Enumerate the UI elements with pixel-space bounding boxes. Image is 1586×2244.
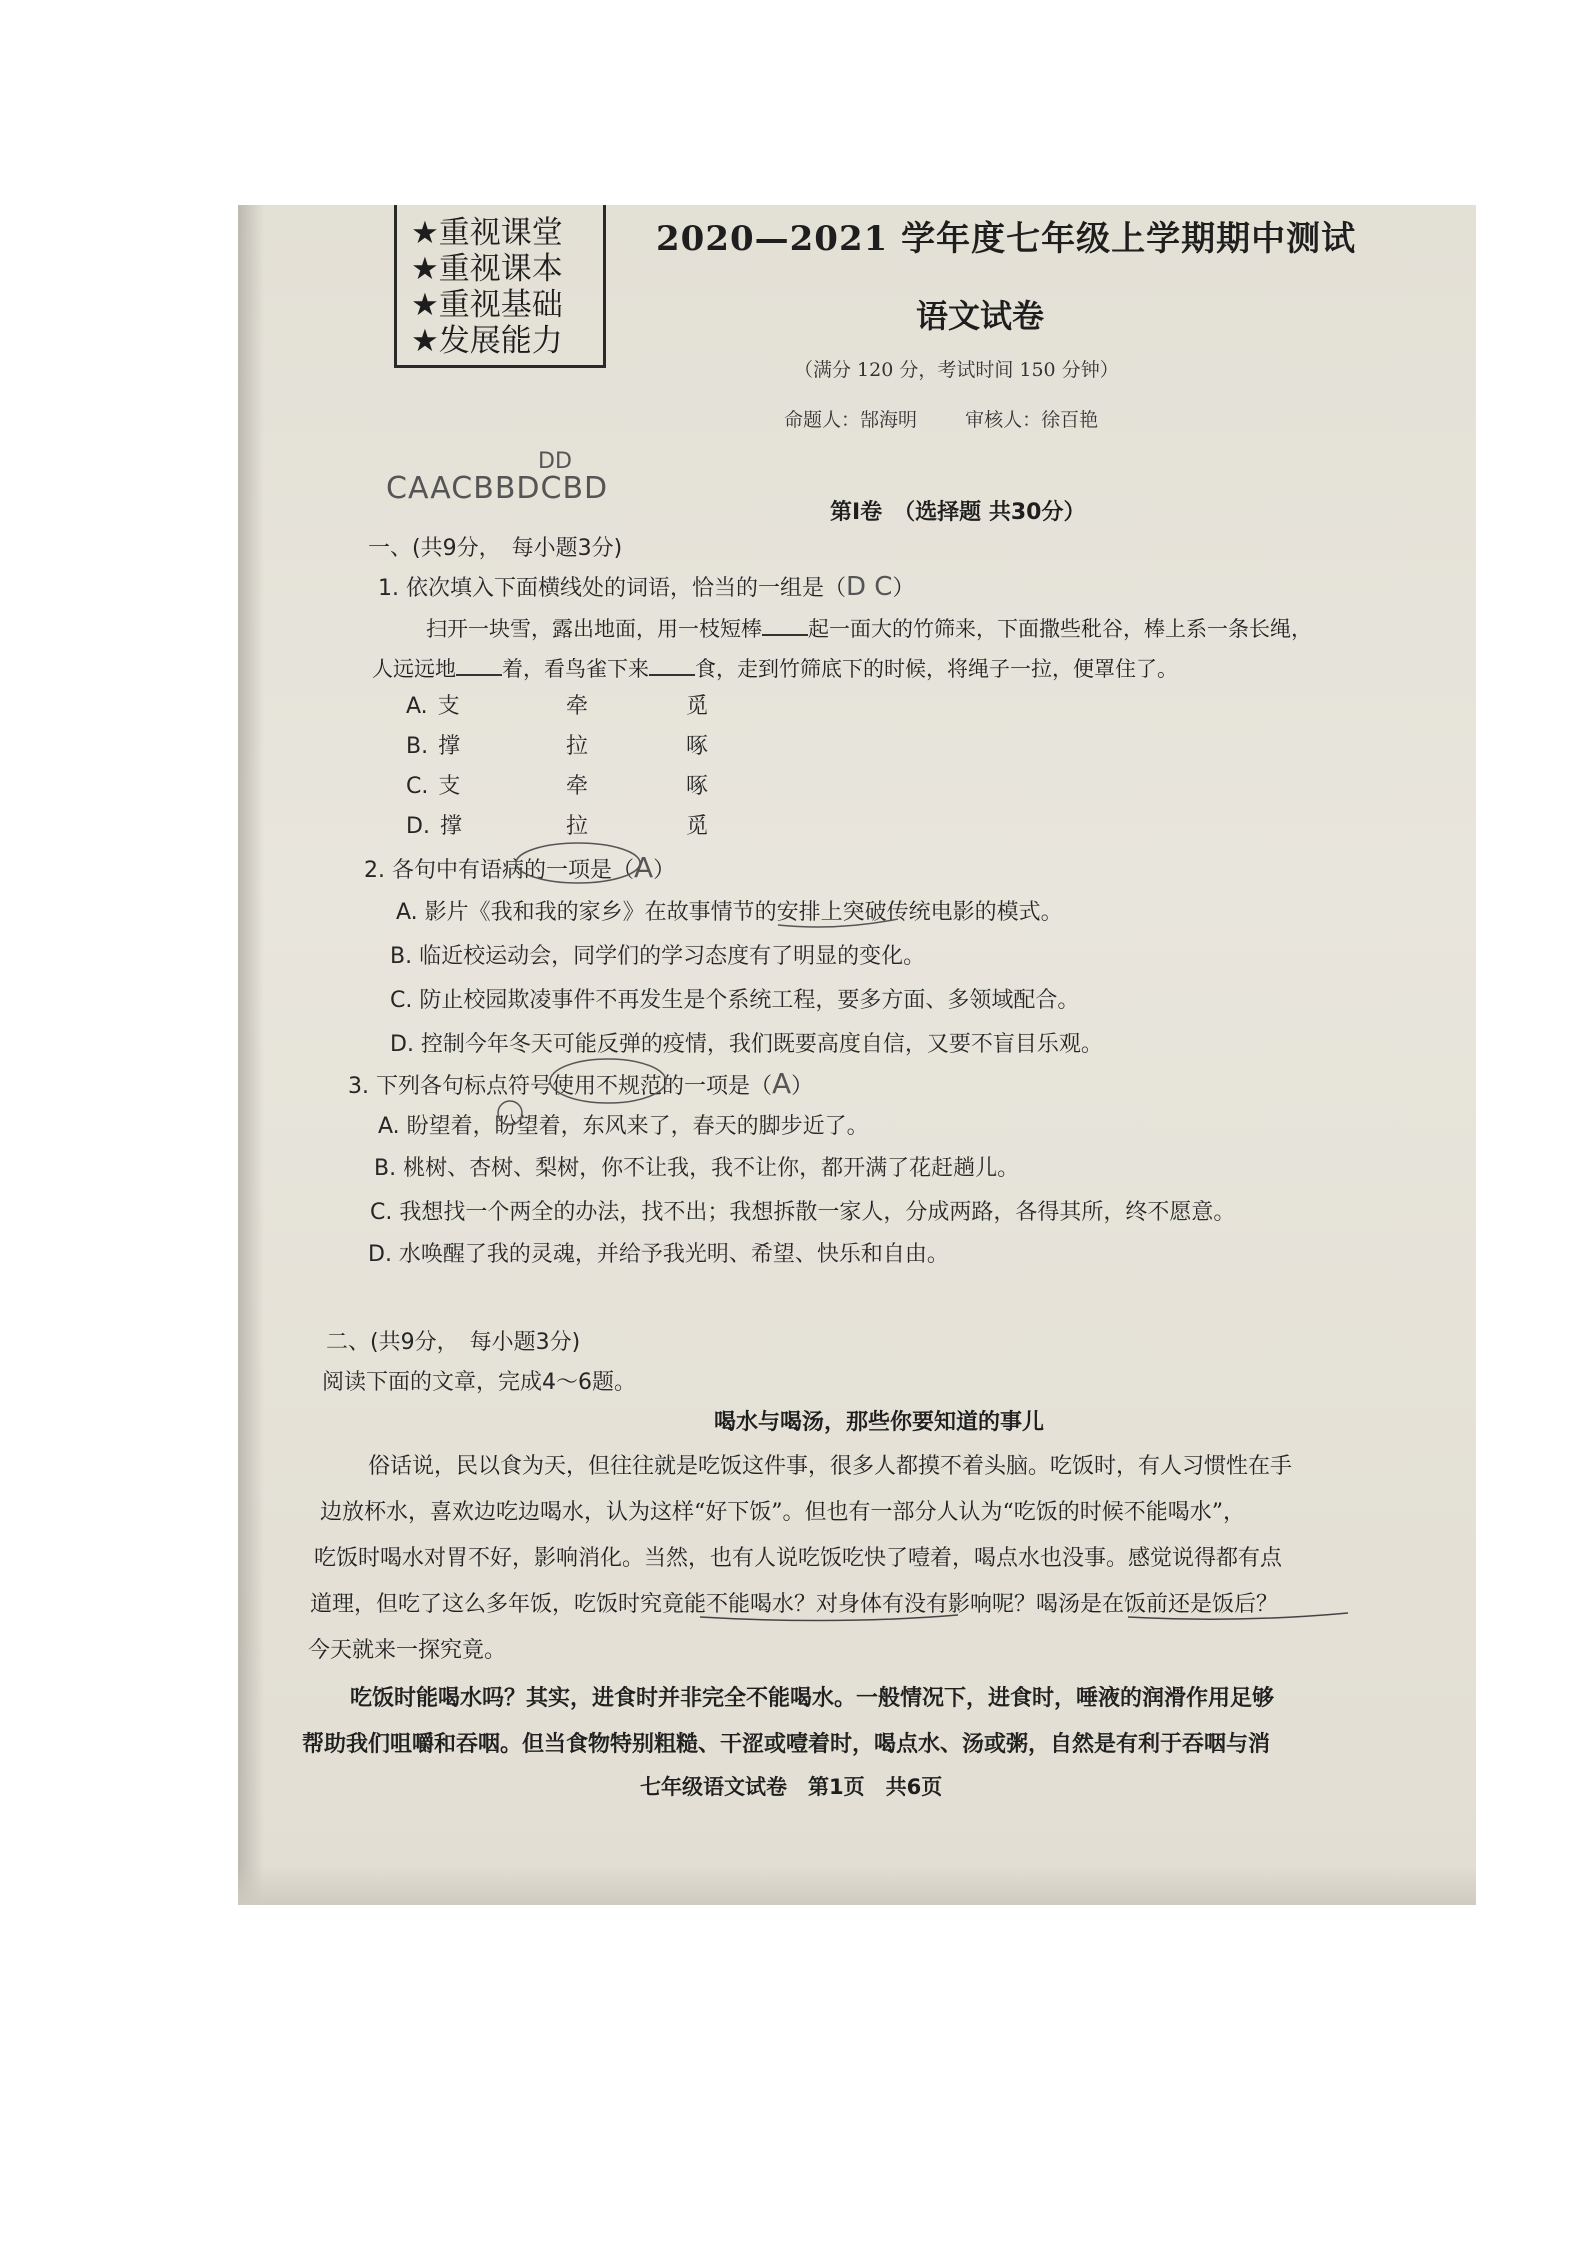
score-info: （满分 120 分，考试时间 150 分钟）	[794, 359, 1119, 381]
q3-option-c: C. 我想找一个两全的办法，找不出；我想拆散一家人，分成两路，各得其所，终不愿意。	[370, 1200, 1236, 1225]
exam-paper-photo	[238, 205, 1476, 1905]
section-one-heading: 一、(共9分， 每小题3分)	[368, 536, 623, 561]
q1-option-c-word2: 牵	[566, 774, 589, 799]
section-two-heading: 二、(共9分， 每小题3分)	[326, 1330, 581, 1355]
exam-title: 2020—2021 学年度七年级上学期期中测试	[656, 219, 1357, 259]
page-footer: 七年级语文试卷 第1页 共6页	[640, 1775, 943, 1799]
q2-option-a: A. 影片《我和我的家乡》在故事情节的安排上突破传统电影的模式。	[396, 900, 1063, 925]
passage-fragment: 着，看鸟雀下来	[502, 657, 649, 681]
underline-mark	[700, 1615, 958, 1621]
question-1-text: 1. 依次填入下面横线处的词语，恰当的一组是（	[378, 576, 846, 601]
question-2-text: 2. 各句中有语病的一项是（	[364, 858, 634, 883]
q1-option-d: D. 撑	[406, 814, 462, 839]
article-line: 吃饭时喝水对胃不好，影响消化。当然，也有人说吃饭吃快了噎着，喝点水也没事。感觉说得都有点	[314, 1546, 1283, 1571]
q1-option-a: A. 支	[406, 694, 460, 719]
q2-handwritten-answer: A	[633, 851, 654, 884]
author-name: 郜海明	[860, 409, 918, 431]
q3-option-d: D. 水唤醒了我的灵魂，并给予我光明、希望、快乐和自由。	[368, 1242, 949, 1267]
question-3-text: 3. 下列各句标点符号使用不规范的一项是（	[348, 1074, 772, 1099]
article-title: 喝水与喝汤，那些你要知道的事儿	[714, 1410, 1045, 1435]
motto-line: ★重视基础	[411, 287, 563, 323]
q1-option-a-word2: 牵	[566, 694, 589, 719]
circle-mark	[516, 843, 640, 883]
article-line: 边放杯水，喜欢边吃边喝水，认为这样“好下饭”。但也有一部分人认为“吃饭的时候不能喝水”，	[320, 1500, 1245, 1525]
q1-option-c: C. 支	[406, 774, 461, 799]
motto-line: ★发展能力	[411, 323, 563, 359]
reviewer-label: 审核人：	[965, 409, 1042, 431]
motto-line: ★重视课本	[411, 251, 563, 287]
part-title: 第Ⅰ卷 （选择题 共30分）	[830, 500, 1086, 525]
question-3-close: ）	[791, 1074, 814, 1099]
article-line: 帮助我们咀嚼和吞咽。但当食物特别粗糙、干涩或噎着时，喝点水、汤或粥，自然是有利于吞咽与消	[302, 1731, 1271, 1757]
q2-option-b: B. 临近校运动会，同学们的学习态度有了明显的变化。	[390, 944, 926, 969]
passage-fragment: 人远远地	[372, 657, 456, 681]
q1-option-d-word3: 觅	[686, 814, 709, 839]
article-line: 道理，但吃了这么多年饭，吃饭时究竟能不能喝水？对身体有没有影响呢？喝汤是在饭前还是饭后？	[310, 1592, 1279, 1617]
passage-fragment: 起一面大的竹筛来，下面撒些秕谷，棒上系一条长绳，	[808, 617, 1312, 641]
q3-option-a: A. 盼望着，盼望着，东风来了，春天的脚步近了。	[378, 1114, 869, 1139]
q1-option-d-word2: 拉	[566, 814, 589, 839]
handwritten-answers-top: DD	[538, 449, 572, 474]
q1-option-c-word3: 啄	[686, 774, 709, 799]
article-line: 吃饭时能喝水吗？其实，进食时并非完全不能喝水。一般情况下，进食时，唾液的润滑作用足够	[306, 1685, 1275, 1711]
q1-handwritten-answer: D C	[846, 572, 893, 602]
q1-option-b-word3: 啄	[686, 734, 709, 759]
underline-mark	[1128, 1613, 1348, 1619]
q1-option-b: B. 撑	[406, 734, 461, 759]
passage-fragment: 扫开一块雪，露出地面，用一枝短棒	[426, 617, 762, 641]
q1-option-b-word2: 拉	[566, 734, 589, 759]
q3-option-b: B. 桃树、杏树、梨树，你不让我，我不让你，都开满了花赶趟儿。	[374, 1156, 1020, 1181]
underline-mark	[778, 919, 898, 927]
article-line: 今天就来一探究竟。	[308, 1638, 507, 1663]
reviewer-name: 徐百艳	[1041, 409, 1099, 431]
q1-option-a-word3: 觅	[686, 694, 709, 719]
circle-mark	[498, 1101, 522, 1125]
motto-line: ★重视课堂	[411, 215, 563, 251]
question-1-close: ）	[892, 576, 915, 601]
q3-handwritten-answer: A	[772, 1067, 792, 1100]
author-label: 命题人：	[784, 409, 861, 431]
section-two-intro: 阅读下面的文章，完成4～6题。	[322, 1370, 636, 1395]
handwritten-marks	[238, 205, 1476, 1905]
exam-subtitle: 语文试卷	[916, 297, 1045, 335]
article-line: 俗话说，民以食为天，但往往就是吃饭这件事，很多人都摸不着头脑。吃饭时，有人习惯性在手	[324, 1454, 1293, 1479]
question-2-close: ）	[653, 858, 676, 883]
circle-mark	[550, 1059, 666, 1103]
q2-option-d: D. 控制今年冬天可能反弹的疫情，我们既要高度自信，又要不盲目乐观。	[390, 1032, 1103, 1057]
q2-option-c: C. 防止校园欺凌事件不再发生是个系统工程，要多方面、多领域配合。	[390, 988, 1080, 1013]
handwritten-answers: CAACBBDCBD	[386, 471, 609, 506]
passage-fragment: 食，走到竹筛底下的时候，将绳子一拉，便罩住了。	[695, 657, 1178, 681]
